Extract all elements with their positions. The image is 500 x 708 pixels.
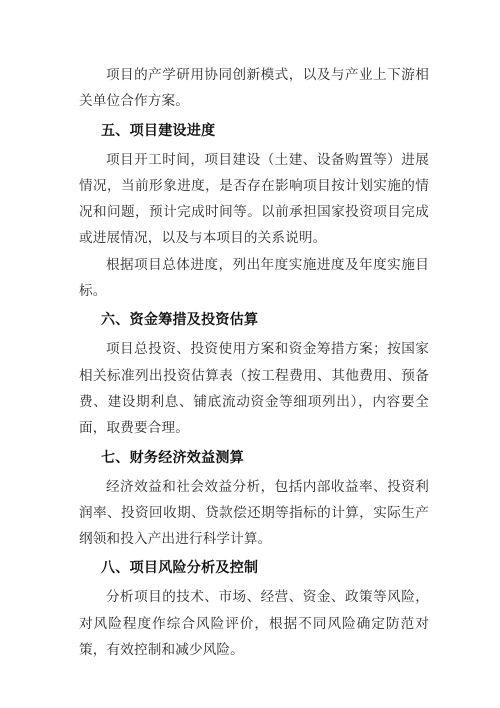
section-schedule-paragraph-1: 项目开工时间，项目建设（土建、设备购置等）进展情况，当前形象进度，是否存在影响项目按计划实施的情况和问题，预计完成时间等。以前承担国家投资项目完成或进展情况，以及与本项目的关系说明。 (79, 151, 429, 247)
intro-paragraph: 项目的产学研用协同创新模式，以及与产业上下游相关单位合作方案。 (79, 67, 429, 110)
section-heading-funding: 六、资金筹措及投资估算 (101, 312, 259, 329)
section-heading-finance: 七、财务经济效益测算 (101, 449, 244, 466)
section-risk-paragraph-1: 分析项目的技术、市场、经营、资金、政策等风险，对风险程度作综合风险评价，根据不同风险确定防范对策，有效控制和减少风险。 (79, 589, 429, 659)
section-finance-paragraph-1: 经济效益和社会效益分析，包括内部收益率、投资利润率、投资回收期、贷款偿还期等指标的计算，实际生产纲领和投入产出进行科学计算。 (79, 478, 429, 548)
section-schedule-paragraph-2: 根据项目总体进度，列出年度实施进度及年度实施目标。 (79, 256, 429, 300)
section-funding-paragraph-1: 项目总投资、投资使用方案和资金筹措方案；按国家相关标准列出投资估算表（按工程费用、其他费用、预备费、建设期利息、铺底流动资金等细项列出），内容要全面，取费要合理。 (79, 341, 429, 437)
section-heading-schedule: 五、项目建设进度 (101, 122, 216, 139)
section-heading-risk: 八、项目风险分析及控制 (101, 560, 259, 577)
document-body (79, 62, 429, 663)
